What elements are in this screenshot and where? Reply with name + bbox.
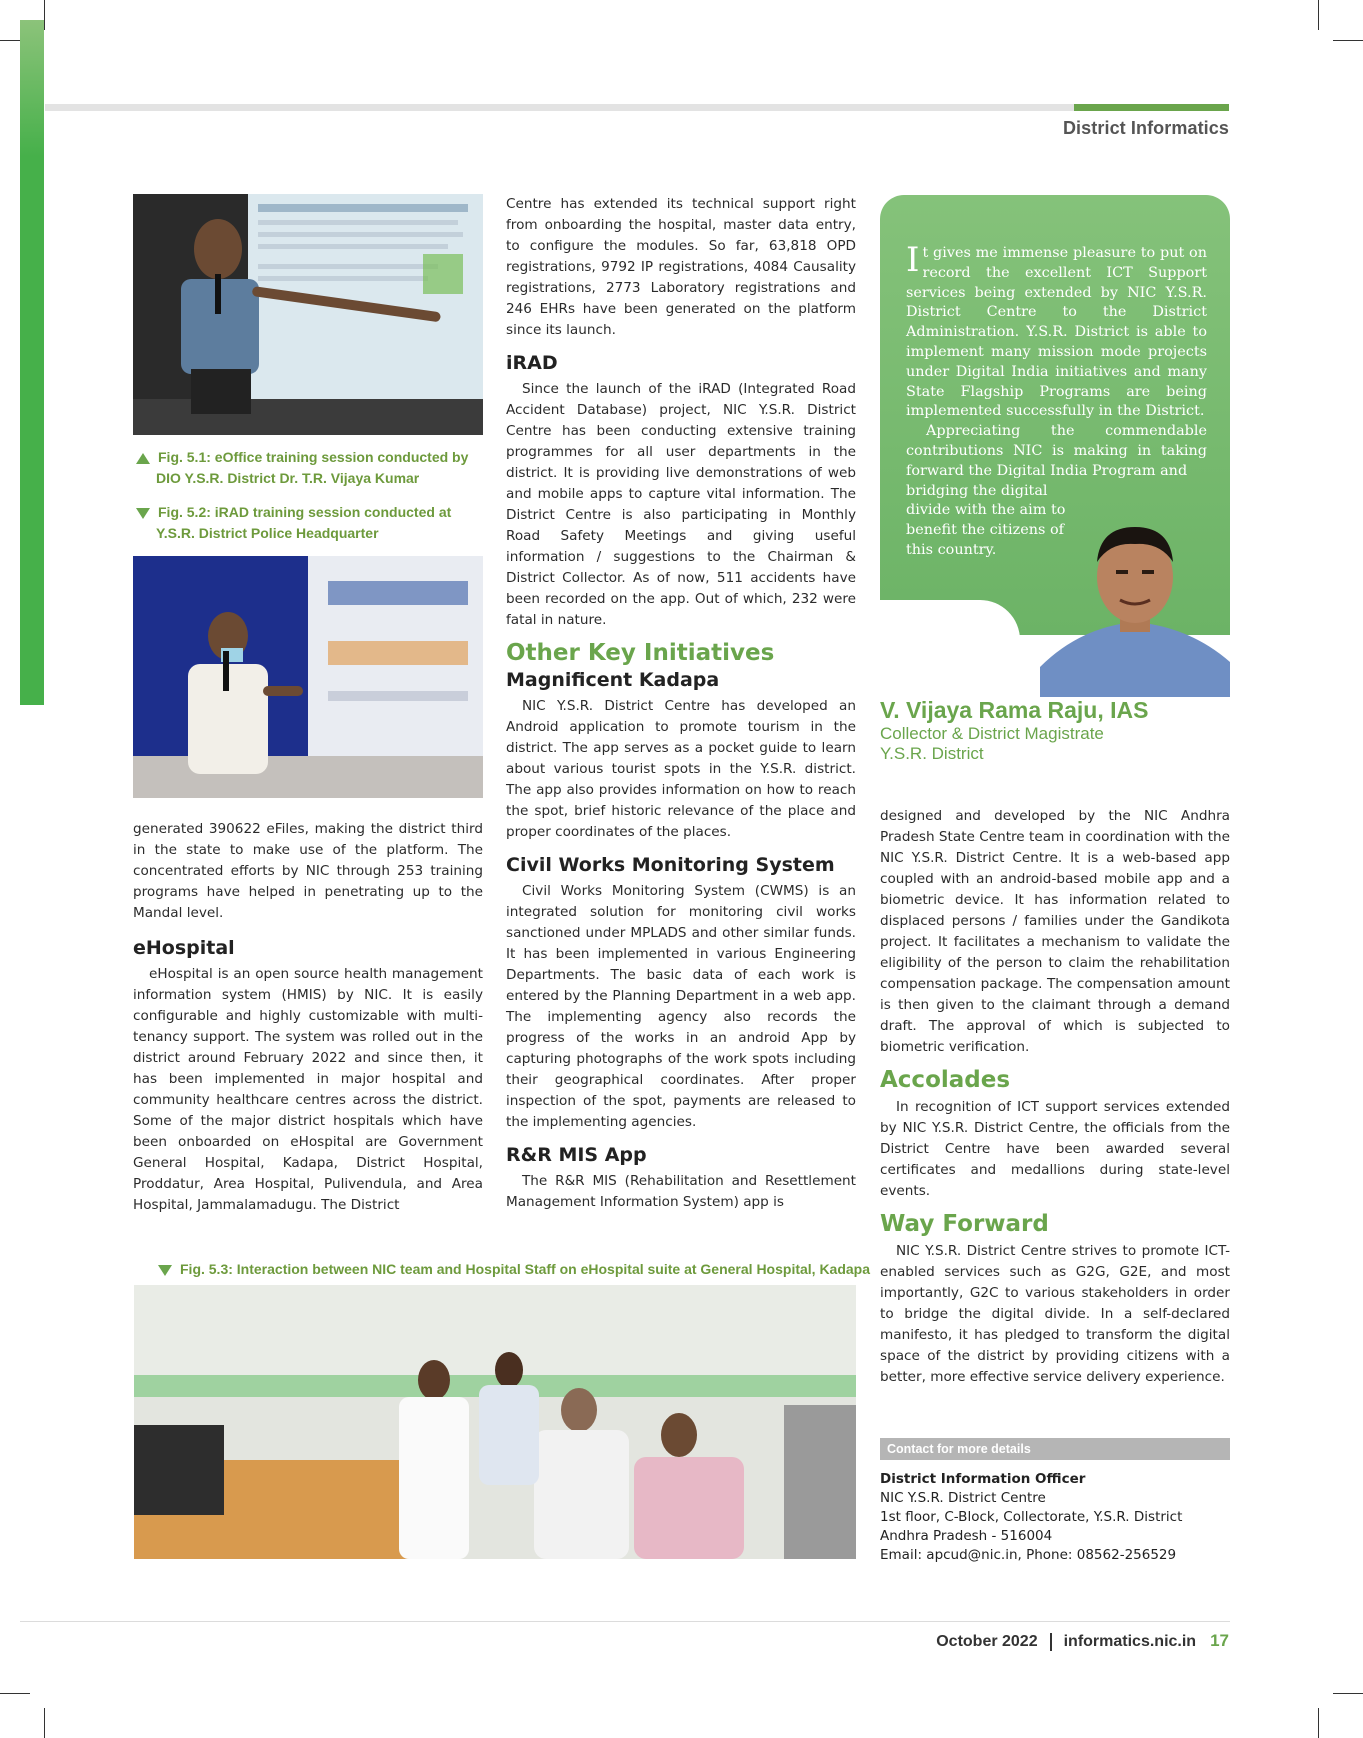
crop-mark	[44, 1708, 45, 1738]
col2-paragraph: Civil Works Monitoring System (CWMS) is an integrated solution for monitoring civil works sanctioned under MPLADS and other similar funds. It has been implemented in various Engineering Departments. The basic data of each work is entered by the Planning Department in a web app. The implementing agency also records the progress of the works in an android App by capturing photographs of the work spots including their geographical coordinates. After proper inspection of the spot, payments are released to the implementing agencies.	[506, 883, 856, 1130]
contact-line: 1st floor, C-Block, Collectorate, Y.S.R. District	[880, 1509, 1183, 1525]
crop-mark	[1318, 0, 1319, 30]
heading-other-key-initiatives: Other Key Initiatives	[506, 640, 775, 666]
triangle-up-icon	[136, 453, 150, 464]
header-rule-accent	[1074, 104, 1229, 111]
col2-paragraph: Centre has extended its technical support right from onboarding the hospital, master data entry, to configure the modules. So far, 63,818 OPD registrations, 9792 IP registrations, 4084 Causality registrations, 2773 Laboratory registrations and 246 EHRs have been generated on the platform since its launch.	[506, 196, 856, 338]
person-name: V. Vijaya Rama Raju, IAS	[880, 697, 1149, 723]
heading-way-forward: Way Forward	[880, 1211, 1049, 1237]
crop-mark	[0, 1693, 30, 1694]
fig3-photo	[134, 1285, 856, 1559]
contact-block	[880, 1470, 1182, 1565]
col1-paragraph: generated 390622 eFiles, making the district third in the state to make use of the platform. The concentrated efforts by NIC through 253 training programs have helped in penetrating up to the Mandal level.	[133, 821, 483, 921]
heading-rr-mis: R&R MIS App	[506, 1144, 647, 1166]
crop-mark	[1318, 1708, 1319, 1738]
col2-paragraph: NIC Y.S.R. District Centre has developed an Android application to promote tourism in the district. The app serves as a pocket guide to learn about various tourist spots in the Y.S.R. district. The app also provides information on how to reach the spot, brief historic relevance of the place and proper coordinates of the places.	[506, 698, 856, 840]
quote-text: It gives me immense pleasure to put on record the excellent ICT Support services being extended by NIC Y.S.R. District Centre to the District Administration. Y.S.R. District is able to implement many mission mode projects under Digital India initiatives and many State Flagship Programs are being implemented successfully in the District. Appreciating the commendable contributions NIC is making in taking forward the Digital India Program and bridging the digital divide with the aim to benefit the citizens of this country.	[906, 244, 1207, 561]
crop-mark	[44, 0, 45, 30]
contact-heading: Contact for more details	[880, 1438, 1230, 1460]
contact-title: District Information Officer	[880, 1471, 1086, 1487]
contact-line: Andhra Pradesh - 516004	[880, 1528, 1053, 1544]
col2-paragraph: Since the launch of the iRAD (Integrated Road Accident Database) project, NIC Y.S.R. District Centre has been conducting extensive training programmes for all user departments in the district. It is providing live demonstrations of web and mobile apps to capture vital information. The District Centre is also participating in Monthly Road Safety Meetings and giving useful information / suggestions to the Chairman & District Collector. As of now, 511 accidents have been recorded on the app. Out of which, 232 were fatal in nature.	[506, 381, 856, 628]
col1-paragraph: eHospital is an open source health management information system (HMIS) by NIC. It is easily configurable and highly customizable with multi-tenancy support. The system was rolled out in the district around February 2022 and since then, it has been implemented in major hospital and community healthcare centres across the district. Some of the major district hospitals which have been onboarded on eHospital are Government General Hospital, Kadapa, District Hospital, Proddatur, Area Hospital, Pulivendula, and Area Hospital, Jammalamadugu. The District	[133, 966, 483, 1213]
side-color-bar	[20, 20, 44, 705]
triangle-down-icon	[158, 1265, 172, 1276]
footer-separator	[1050, 1633, 1052, 1651]
column-1	[133, 819, 483, 1216]
quote-dropcap: I	[906, 240, 920, 280]
triangle-down-icon	[136, 508, 150, 519]
fig1-photo	[133, 194, 483, 435]
page-number: 17	[1210, 1631, 1229, 1650]
heading-accolades: Accolades	[880, 1067, 1011, 1093]
footer-site[interactable]: informatics.nic.in	[1063, 1633, 1197, 1650]
footer	[936, 1631, 1229, 1651]
col3-paragraph: In recognition of ICT support services extended by NIC Y.S.R. District Centre, the officials from the District Centre have been awarded several certificates and medallions during state-level events.	[880, 1099, 1230, 1199]
section-title: District Informatics	[1062, 118, 1229, 138]
heading-ehospital: eHospital	[133, 937, 235, 959]
heading-cwms: Civil Works Monitoring System	[506, 854, 835, 876]
person-role: Collector & District Magistrate Y.S.R. District	[880, 724, 1104, 763]
heading-irad: iRAD	[506, 352, 558, 374]
quote-notch	[880, 600, 1020, 650]
header-rule	[45, 104, 1074, 111]
col2-paragraph: The R&R MIS (Rehabilitation and Resettlement Management Information System) app is	[506, 1173, 856, 1210]
footer-date: October 2022	[936, 1633, 1038, 1650]
crop-mark	[1333, 1693, 1363, 1694]
fig1-caption: Fig. 5.1: eOffice training session conducted by DIO Y.S.R. District Dr. T.R. Vijaya Kumar	[156, 447, 486, 489]
column-2	[506, 194, 856, 1213]
fig2-caption: Fig. 5.2: iRAD training session conducted at Y.S.R. District Police Headquarter	[156, 502, 486, 544]
fig3-caption: Fig. 5.3: Interaction between NIC team and Hospital Staff on eHospital suite at General Hospital, Kadapa	[158, 1259, 878, 1280]
column-3	[880, 806, 1230, 1388]
col3-paragraph: designed and developed by the NIC Andhra Pradesh State Centre team in coordination with the NIC Y.S.R. District Centre. It is a web-based app coupled with an android-based mobile app and a biometric device. It has information related to displaced persons / families under the Gandikota project. It facilitates a mechanism to validate the eligibility of the person to claim the rehabilitation compensation package. The compensation amount is then given to the claimant through a demand draft. The approval of which is subjected to biometric verification.	[880, 808, 1230, 1055]
quote-paragraph: bridging the digital divide with the aim to benefit the citizens of this country.	[906, 482, 1066, 558]
heading-magnificent-kadapa: Magnificent Kadapa	[506, 669, 720, 691]
contact-line: NIC Y.S.R. District Centre	[880, 1490, 1046, 1506]
fig2-photo	[133, 556, 483, 798]
crop-mark	[1333, 40, 1363, 41]
col3-paragraph: NIC Y.S.R. District Centre strives to promote ICT-enabled services such as G2G, G2E, and most importantly, G2C to various stakeholders in order to bridge the digital divide. In a self-declared manifesto, it has pledged to transform the digital space of the district by providing citizens with a better, more effective service delivery experience.	[880, 1243, 1230, 1385]
quote-paragraph: Appreciating the commendable contributions NIC is making in taking forward the Digital India Program and	[906, 423, 1207, 479]
contact-line: Email: apcud@nic.in, Phone: 08562-256529	[880, 1547, 1177, 1563]
footer-rule	[20, 1621, 1230, 1622]
